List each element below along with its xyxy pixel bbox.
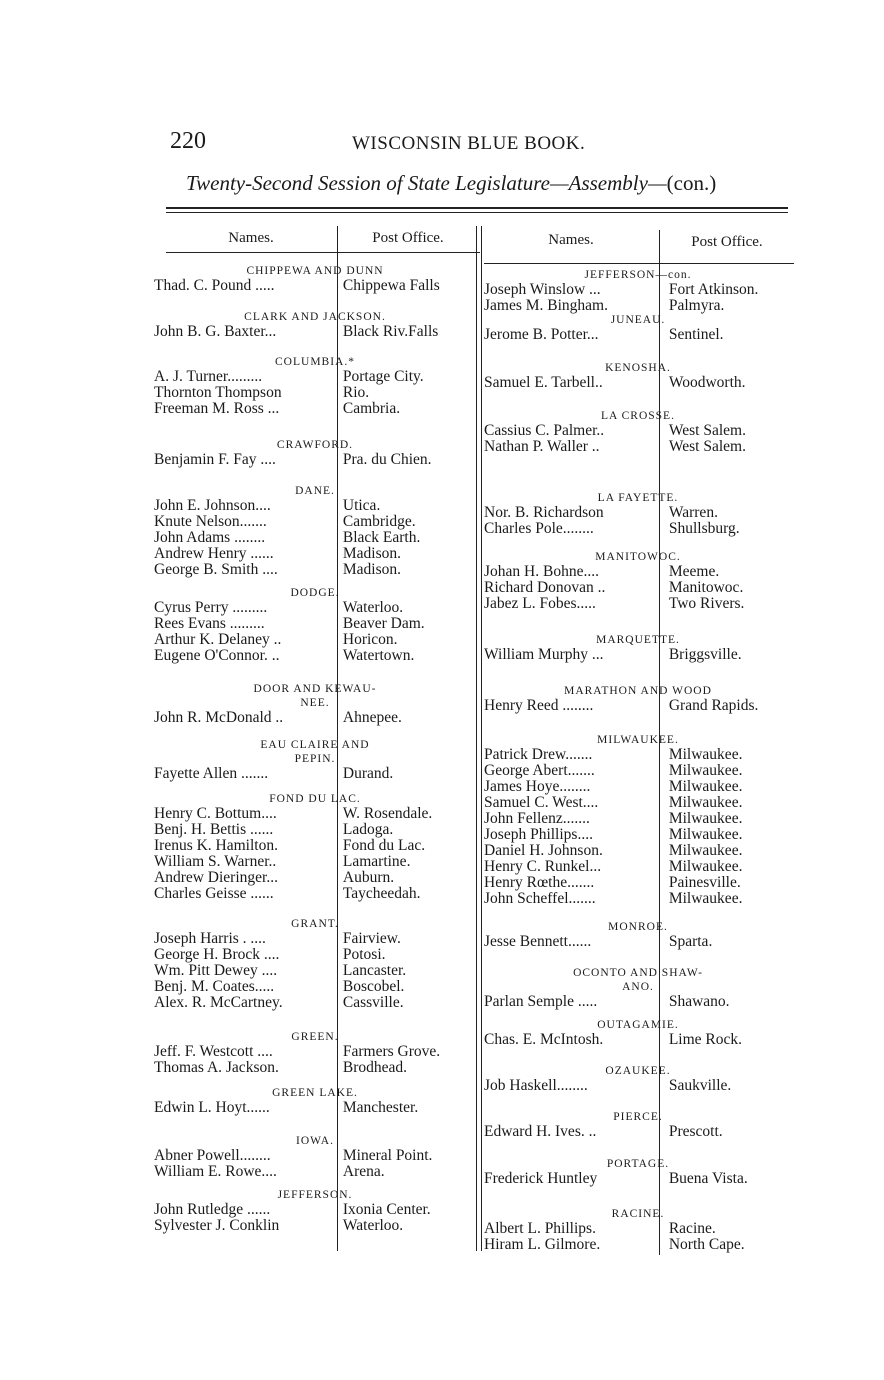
member-name: A. J. Turner.........: [154, 369, 263, 385]
post-office: West Salem.: [668, 439, 746, 455]
member-name: Frederick Huntley: [484, 1171, 598, 1187]
post-office: Utica.: [342, 498, 381, 514]
county-heading: RACINE.: [611, 1208, 665, 1220]
member-row: [478, 1237, 798, 1253]
post-office: Milwaukee.: [668, 795, 743, 811]
member-row: [478, 439, 798, 455]
post-office: Milwaukee.: [668, 891, 743, 907]
post-office: Racine.: [668, 1221, 716, 1237]
member-name: John B. G. Baxter...: [154, 324, 277, 340]
member-name: Rees Evans .........: [154, 616, 265, 632]
post-office: Black Earth.: [342, 530, 421, 546]
post-office: Arena.: [342, 1164, 385, 1180]
county-heading: CLARK AND JACKSON.: [244, 311, 386, 323]
member-row: [150, 1044, 480, 1060]
county-group: [478, 920, 798, 950]
post-office: Waterloo.: [342, 1218, 404, 1234]
member-name: Irenus K. Hamilton.: [154, 838, 278, 854]
post-office: Madison.: [342, 562, 401, 578]
member-name: Henry Rœthe.......: [484, 875, 595, 891]
member-name: Cyrus Perry .........: [154, 600, 268, 616]
post-office: Boscobel.: [342, 979, 405, 995]
member-row: [150, 452, 480, 468]
member-row: [478, 647, 798, 663]
member-name: Patrick Drew.......: [484, 747, 593, 763]
member-row: [150, 995, 480, 1011]
post-office: Warren.: [668, 505, 718, 521]
member-name: Henry C. Runkel...: [484, 859, 602, 875]
county-group: [150, 586, 480, 664]
member-row: [478, 423, 798, 439]
county-group: [478, 1207, 798, 1253]
member-name: Edward H. Ives. ..: [484, 1124, 597, 1140]
county-heading: GREEN LAKE.: [272, 1087, 358, 1099]
post-office: Beaver Dam.: [342, 616, 425, 632]
post-office: Cambridge.: [342, 514, 416, 530]
county-group: [150, 738, 480, 782]
member-row: [478, 811, 798, 827]
member-name: Fayette Allen .......: [154, 766, 269, 782]
member-name: Charles Pole........: [484, 521, 594, 537]
post-office: Lancaster.: [342, 963, 407, 979]
member-name: Parlan Semple .....: [484, 994, 598, 1010]
county-group: [478, 1157, 798, 1187]
member-name: William S. Warner..: [154, 854, 277, 870]
member-row: [150, 401, 480, 417]
post-office: Manitowoc.: [668, 580, 744, 596]
county-group: [478, 684, 798, 714]
member-row: [150, 530, 480, 546]
county-group: [150, 1188, 480, 1234]
member-name: Henry Reed ........: [484, 698, 594, 714]
county-group: [150, 917, 480, 1011]
member-name: George B. Smith ....: [154, 562, 278, 578]
member-row: [478, 505, 798, 521]
member-row: [478, 521, 798, 537]
county-group: [150, 264, 480, 294]
member-name: John R. McDonald ..: [154, 710, 284, 726]
county-heading: KENOSHA.: [605, 362, 671, 374]
member-row: [478, 327, 798, 343]
member-name: Thad. C. Pound .....: [154, 278, 275, 294]
post-office: North Cape.: [668, 1237, 745, 1253]
member-name: Nor. B. Richardson: [484, 505, 604, 521]
county-heading: CHIPPEWA AND DUNN: [246, 265, 384, 277]
member-name: William E. Rowe....: [154, 1164, 277, 1180]
member-name: John E. Johnson....: [154, 498, 271, 514]
member-row: [150, 854, 480, 870]
member-name: Alex. R. McCartney.: [154, 995, 283, 1011]
county-heading: IOWA.: [296, 1135, 334, 1147]
post-office: Two Rivers.: [668, 596, 745, 612]
post-office: Milwaukee.: [668, 747, 743, 763]
header-underline-right: [484, 263, 794, 264]
member-name: Richard Donovan ..: [484, 580, 606, 596]
county-group: [150, 484, 480, 578]
county-heading-continued: PEPIN.: [294, 753, 336, 765]
member-name: Jabez L. Fobes.....: [484, 596, 596, 612]
county-group: [478, 733, 798, 907]
post-office: Pra. du Chien.: [342, 452, 432, 468]
member-row: [150, 1148, 480, 1164]
member-name: Jesse Bennett......: [484, 934, 592, 950]
member-name: Samuel C. West....: [484, 795, 599, 811]
post-office: Fond du Lac.: [342, 838, 426, 854]
county-heading: JEFFERSON.: [277, 1189, 353, 1201]
post-office: Grand Rapids.: [668, 698, 759, 714]
member-row: [150, 870, 480, 886]
post-office: Milwaukee.: [668, 827, 743, 843]
county-group: [150, 1086, 480, 1116]
county-group: [478, 491, 798, 537]
post-office: Auburn.: [342, 870, 395, 886]
member-name: William Murphy ...: [484, 647, 604, 663]
post-office: Taycheedah.: [342, 886, 421, 902]
county-group: [478, 313, 798, 343]
county-heading: MILWAUKEE.: [597, 734, 679, 746]
member-name: Johan H. Bohne....: [484, 564, 599, 580]
county-heading: CRAWFORD.: [276, 439, 354, 451]
member-name: Benjamin F. Fay ....: [154, 452, 276, 468]
member-row: [478, 779, 798, 795]
post-office: W. Rosendale.: [342, 806, 433, 822]
county-heading: PORTAGE.: [606, 1158, 670, 1170]
member-row: [478, 596, 798, 612]
county-group: [150, 1030, 480, 1076]
member-name: Joseph Phillips....: [484, 827, 593, 843]
member-row: [150, 369, 480, 385]
county-heading: JUNEAU.: [610, 314, 666, 326]
post-office: Rio.: [342, 385, 370, 401]
county-heading: GRANT.: [291, 918, 339, 930]
county-heading: GREEN.: [291, 1031, 339, 1043]
member-name: Charles Geisse ......: [154, 886, 274, 902]
header-underline-left: [166, 252, 480, 253]
county-group: [150, 792, 480, 902]
post-office: Sentinel.: [668, 327, 724, 343]
member-row: [478, 1124, 798, 1140]
member-name: Eugene O'Connor. ..: [154, 648, 280, 664]
member-name: James Hoye........: [484, 779, 591, 795]
member-name: George H. Brock ....: [154, 947, 280, 963]
county-heading: OCONTO AND SHAW-: [573, 967, 703, 979]
member-row: [150, 514, 480, 530]
member-name: John Fellenz.......: [484, 811, 590, 827]
member-name: Chas. E. McIntosh.: [484, 1032, 604, 1048]
county-group: [478, 361, 798, 391]
member-row: [478, 580, 798, 596]
member-row: [150, 648, 480, 664]
member-row: [150, 324, 480, 340]
member-name: Wm. Pitt Dewey ....: [154, 963, 278, 979]
member-name: Benj. H. Bettis ......: [154, 822, 274, 838]
county-group: [150, 1134, 480, 1180]
member-row: [478, 795, 798, 811]
member-name: Albert L. Phillips.: [484, 1221, 596, 1237]
member-name: George Abert.......: [484, 763, 595, 779]
county-group: [478, 1064, 798, 1094]
post-office: Milwaukee.: [668, 859, 743, 875]
county-group: [478, 409, 798, 455]
member-name: Knute Nelson.......: [154, 514, 267, 530]
member-name: Edwin L. Hoyt......: [154, 1100, 270, 1116]
member-row: [150, 947, 480, 963]
member-row: [478, 875, 798, 891]
post-office: Milwaukee.: [668, 843, 743, 859]
post-office: Shawano.: [668, 994, 730, 1010]
post-office: Fort Atkinson.: [668, 282, 759, 298]
member-name: Andrew Dieringer...: [154, 870, 278, 886]
county-heading: MONROE.: [608, 921, 668, 933]
post-office: Saukville.: [668, 1078, 732, 1094]
member-name: Cassius C. Palmer..: [484, 423, 605, 439]
county-group: [150, 310, 480, 340]
post-office: Brodhead.: [342, 1060, 408, 1076]
member-row: [150, 838, 480, 854]
member-name: Nathan P. Waller ..: [484, 439, 600, 455]
county-heading: JEFFERSON—con.: [584, 269, 692, 281]
county-group: [478, 1110, 798, 1140]
member-row: [478, 1032, 798, 1048]
post-office: Mineral Point.: [342, 1148, 433, 1164]
post-office: Ladoga.: [342, 822, 394, 838]
member-name: Jerome B. Potter...: [484, 327, 599, 343]
member-name: Andrew Henry ......: [154, 546, 274, 562]
member-row: [150, 600, 480, 616]
county-group: [478, 268, 798, 314]
member-row: [150, 1164, 480, 1180]
member-row: [150, 1202, 480, 1218]
member-name: Hiram L. Gilmore.: [484, 1237, 601, 1253]
post-office: Ahnepee.: [342, 710, 402, 726]
post-office: West Salem.: [668, 423, 746, 439]
column-header-post-office-left: Post Office.: [372, 230, 444, 246]
county-group: [150, 438, 480, 468]
member-row: [150, 766, 480, 782]
member-row: [150, 616, 480, 632]
post-office: Potosi.: [342, 947, 386, 963]
post-office: Ixonia Center.: [342, 1202, 431, 1218]
member-row: [478, 843, 798, 859]
member-row: [478, 1171, 798, 1187]
member-row: [150, 1060, 480, 1076]
member-row: [150, 931, 480, 947]
post-office: Waterloo.: [342, 600, 404, 616]
member-row: [478, 747, 798, 763]
member-row: [478, 859, 798, 875]
county-group: [478, 966, 798, 1010]
county-group: [150, 355, 480, 417]
county-heading-continued: NEE.: [300, 697, 330, 709]
post-office: Manchester.: [342, 1100, 419, 1116]
member-row: [478, 298, 798, 314]
running-head: WISCONSIN BLUE BOOK.: [352, 133, 586, 154]
county-heading: COLUMBIA.*: [275, 356, 355, 368]
column-header-names-left: Names.: [228, 230, 274, 246]
county-heading: LA CROSSE.: [601, 410, 675, 422]
member-row: [478, 763, 798, 779]
county-heading: FOND DU LAC.: [269, 793, 361, 805]
member-name: John Scheffel.......: [484, 891, 596, 907]
county-heading: DANE.: [295, 485, 335, 497]
member-row: [150, 822, 480, 838]
county-heading: DOOR AND KEWAU-: [253, 683, 377, 695]
member-row: [150, 498, 480, 514]
member-row: [150, 710, 480, 726]
member-name: Freeman M. Ross ...: [154, 401, 280, 417]
member-row: [478, 1221, 798, 1237]
county-heading: EAU CLAIRE AND: [260, 739, 370, 751]
post-office: Sparta.: [668, 934, 713, 950]
page-number: 220: [170, 128, 206, 154]
top-double-rule-1: [166, 207, 788, 209]
member-row: [150, 806, 480, 822]
member-name: Abner Powell........: [154, 1148, 271, 1164]
post-office: Meeme.: [668, 564, 720, 580]
member-row: [478, 698, 798, 714]
county-heading: OZAUKEE.: [605, 1065, 671, 1077]
post-office: Palmyra.: [668, 298, 725, 314]
county-group: [150, 682, 480, 726]
member-row: [478, 934, 798, 950]
table-title: [186, 171, 716, 196]
title-suffix: (con.): [666, 171, 717, 195]
member-name: John Rutledge ......: [154, 1202, 271, 1218]
member-row: [478, 564, 798, 580]
post-office: Buena Vista.: [668, 1171, 748, 1187]
county-heading: PIERCE.: [613, 1111, 663, 1123]
member-name: Henry C. Bottum....: [154, 806, 277, 822]
member-row: [150, 278, 480, 294]
post-office: Briggsville.: [668, 647, 742, 663]
member-row: [478, 282, 798, 298]
post-office: Woodworth.: [668, 375, 746, 391]
county-heading: DODGE.: [290, 587, 340, 599]
title-text: Twenty-Second Session of State Legislature—Assembly—: [186, 171, 667, 195]
member-row: [150, 385, 480, 401]
post-office: Prescott.: [668, 1124, 723, 1140]
member-name: Jeff. F. Westcott ....: [154, 1044, 273, 1060]
post-office: Black Riv.Falls: [342, 324, 439, 340]
post-office: Shullsburg.: [668, 521, 740, 537]
top-double-rule-2: [166, 212, 788, 213]
post-office: Chippewa Falls: [342, 278, 440, 294]
member-name: Arthur K. Delaney ..: [154, 632, 282, 648]
post-office: Durand.: [342, 766, 394, 782]
county-heading: MARQUETTE.: [596, 634, 680, 646]
post-office: Milwaukee.: [668, 811, 743, 827]
member-row: [150, 562, 480, 578]
county-heading: MANITOWOC.: [595, 551, 681, 563]
post-office: Cambria.: [342, 401, 401, 417]
county-heading: OUTAGAMIE.: [597, 1019, 679, 1031]
post-office: Cassville.: [342, 995, 404, 1011]
member-row: [478, 891, 798, 907]
member-row: [150, 1100, 480, 1116]
member-name: James M. Bingham.: [484, 298, 608, 314]
county-group: [478, 633, 798, 663]
member-row: [478, 827, 798, 843]
member-name: Joseph Harris . ....: [154, 931, 266, 947]
member-name: Joseph Winslow ...: [484, 282, 601, 298]
member-name: Thornton Thompson: [154, 385, 282, 401]
column-header-post-office-right: Post Office.: [691, 234, 763, 250]
member-row: [150, 979, 480, 995]
member-row: [150, 632, 480, 648]
post-office: Milwaukee.: [668, 763, 743, 779]
county-group: [478, 550, 798, 612]
member-name: Daniel H. Johnson.: [484, 843, 603, 859]
county-heading-continued: ANO.: [622, 981, 654, 993]
member-row: [478, 994, 798, 1010]
post-office: Lime Rock.: [668, 1032, 743, 1048]
member-row: [478, 1078, 798, 1094]
post-office: Farmers Grove.: [342, 1044, 441, 1060]
member-row: [150, 963, 480, 979]
county-heading: MARATHON AND WOOD: [564, 685, 712, 697]
column-header-names-right: Names.: [548, 232, 594, 248]
post-office: Milwaukee.: [668, 779, 743, 795]
member-name: Benj. M. Coates.....: [154, 979, 275, 995]
county-heading: LA FAYETTE.: [597, 492, 679, 504]
post-office: Painesville.: [668, 875, 741, 891]
post-office: Horicon.: [342, 632, 398, 648]
county-group: [478, 1018, 798, 1048]
post-office: Madison.: [342, 546, 401, 562]
member-name: Job Haskell........: [484, 1078, 588, 1094]
member-name: Thomas A. Jackson.: [154, 1060, 279, 1076]
post-office: Portage City.: [342, 369, 424, 385]
post-office: Watertown.: [342, 648, 415, 664]
post-office: Fairview.: [342, 931, 401, 947]
member-row: [150, 1218, 480, 1234]
member-name: John Adams ........: [154, 530, 266, 546]
member-row: [478, 375, 798, 391]
member-name: Sylvester J. Conklin: [154, 1218, 280, 1234]
post-office: Lamartine.: [342, 854, 411, 870]
member-row: [150, 886, 480, 902]
member-row: [150, 546, 480, 562]
member-name: Samuel E. Tarbell..: [484, 375, 603, 391]
